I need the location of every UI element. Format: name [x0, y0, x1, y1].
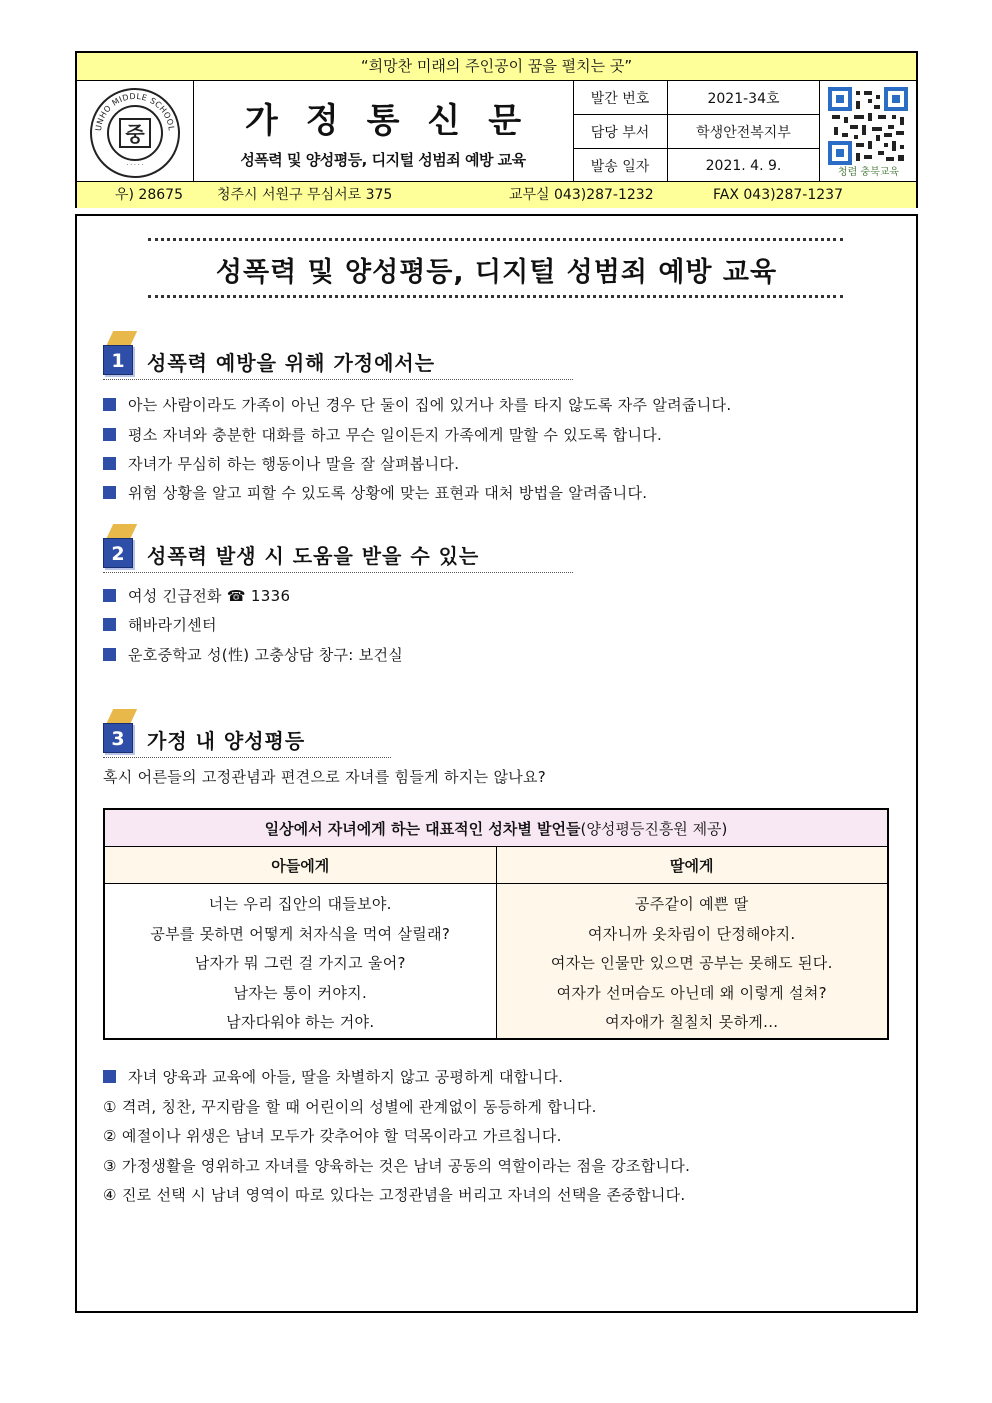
square-bullet-icon: [103, 1070, 116, 1083]
school-logo-cell: [77, 81, 194, 181]
section-underline: [103, 757, 391, 758]
table-row: 여자애가 칠칠치 못하게...: [605, 1013, 779, 1031]
section-title: 성폭력 예방을 위해 가정에서는: [147, 351, 436, 375]
guideline-point: ② 예절이나 위생은 남녀 모두가 갖추어야 할 덕목이라고 가르칩니다.: [103, 1127, 562, 1145]
gender-bias-table: [103, 808, 889, 1040]
section-underline: [103, 379, 573, 380]
section-title: 성폭력 발생 시 도움을 받을 수 있는: [147, 544, 480, 568]
daughter-remarks-cell: [496, 884, 888, 1040]
address-bar: [77, 182, 916, 208]
list-item: 해바라기센터: [103, 614, 217, 635]
table-row: 공주같이 예쁜 딸: [634, 895, 749, 913]
section-3-intro: 혹시 어른들의 고정관념과 편견으로 자녀를 힘들게 하지는 않나요?: [103, 768, 547, 786]
square-bullet-icon: [103, 618, 116, 631]
school-logo: [85, 83, 185, 179]
table-row: 너는 우리 집안의 대들보야.: [208, 895, 392, 913]
list-item: 위험 상황을 알고 피할 수 있도록 상황에 맞는 표현과 대처 방법을 알려줍니다.: [103, 482, 647, 503]
list-item: 평소 자녀와 충분한 대화를 하고 무슨 일이든지 가족에게 말할 수 있도록 합니다.: [103, 424, 662, 445]
fax-number: FAX 043)287-1237: [713, 187, 843, 203]
square-bullet-icon: [103, 589, 116, 602]
section-title: 가정 내 양성평등: [147, 729, 306, 753]
newsletter-subtitle: 성폭력 및 양성평등, 디지털 성범죄 예방 교육: [240, 151, 526, 169]
column-header-son: 아들에게: [104, 847, 496, 884]
main-title: 성폭력 및 양성평등, 디지털 성범죄 예방 교육: [215, 257, 778, 288]
street-address: 청주시 서원구 무심서로 375: [217, 187, 393, 203]
table-row: 남자가 뭐 그런 걸 가지고 울어?: [194, 954, 406, 972]
square-bullet-icon: [103, 398, 116, 411]
postal-code: 우) 28675: [115, 187, 183, 203]
table-row: 공부를 못하면 어떻게 처자식을 먹여 살릴래?: [150, 924, 451, 943]
square-bullet-icon: [103, 428, 116, 441]
info-label: 발송 일자: [573, 149, 668, 183]
issue-info-table: [573, 81, 819, 182]
column-header-daughter: 딸에게: [496, 847, 888, 884]
section-number-badge: 2: [103, 538, 133, 568]
son-remarks-cell: [104, 884, 496, 1040]
table-caption: 일상에서 자녀에게 하는 대표적인 성차별 발언들(양성평등진흥원 제공): [104, 809, 888, 847]
qr-caption: 청렴 충북교육: [837, 167, 900, 178]
square-bullet-icon: [103, 486, 116, 499]
table-row: 여자는 인물만 있으면 공부는 못해도 된다.: [550, 954, 833, 972]
qr-code-icon[interactable]: [828, 87, 908, 165]
info-value: 2021-34호: [668, 81, 820, 115]
info-value: 학생안전복지부: [668, 115, 820, 149]
info-value: 2021. 4. 9.: [705, 157, 782, 174]
square-bullet-icon: [103, 457, 116, 470]
qr-code-cell: [819, 81, 917, 181]
table-row: 남자는 통이 커야지.: [233, 983, 368, 1002]
table-row: 여자니까 옷차림이 단정해야지.: [588, 924, 796, 943]
newsletter-body: [75, 214, 918, 1313]
newsletter-title: 가정통신문: [244, 101, 550, 141]
school-logo-char: 중: [125, 122, 145, 146]
list-item: 운호중학교 성(性) 고충상담 창구: 보건실: [103, 644, 403, 665]
guideline-point: ④ 진로 선택 시 남녀 영역이 따로 있다는 고정관념을 버리고 자녀의 선택을 존중합니다.: [103, 1186, 686, 1204]
guideline-point: ③ 가정생활을 영위하고 자녀를 양육하는 것은 남녀 공동의 역할이라는 점을 강조합니다.: [103, 1157, 691, 1175]
svg-text:· · · · ·: · · · · ·: [126, 162, 144, 169]
table-row: 여자가 선머슴도 아닌데 왜 이렇게 설쳐?: [556, 983, 827, 1002]
office-phone: 교무실 043)287-1232: [509, 187, 654, 203]
info-label: 발간 번호: [573, 81, 668, 115]
newsletter-header: [75, 51, 918, 208]
list-item: 아는 사람이라도 가족이 아닌 경우 단 둘이 집에 있거나 차를 타지 않도록 자주 알려줍니다.: [103, 394, 731, 415]
list-item: 자녀가 무심히 하는 행동이나 말을 잘 살펴봅니다.: [103, 453, 459, 474]
table-row: 남자다워야 하는 거야.: [226, 1013, 375, 1031]
section-number-badge: 3: [103, 723, 133, 753]
list-item: 자녀 양육과 교육에 아들, 딸을 차별하지 않고 공평하게 대합니다.: [103, 1066, 563, 1087]
info-label: 담당 부서: [573, 115, 668, 149]
guideline-point: ① 격려, 칭찬, 꾸지람을 할 때 어린이의 성별에 관계없이 동등하게 합니다.: [103, 1098, 597, 1116]
section-number-badge: 1: [103, 345, 133, 375]
title-divider-top: [148, 238, 843, 241]
square-bullet-icon: [103, 648, 116, 661]
section-underline: [103, 572, 573, 573]
school-logo-text: UNHO MIDDLE SCHOOL: [93, 91, 176, 132]
list-item: 여성 긴급전화 ☎ 1336: [103, 585, 290, 606]
title-divider-bottom: [148, 295, 843, 298]
school-motto: “희망찬 미래의 주인공이 꿈을 펼치는 곳”: [77, 53, 916, 81]
